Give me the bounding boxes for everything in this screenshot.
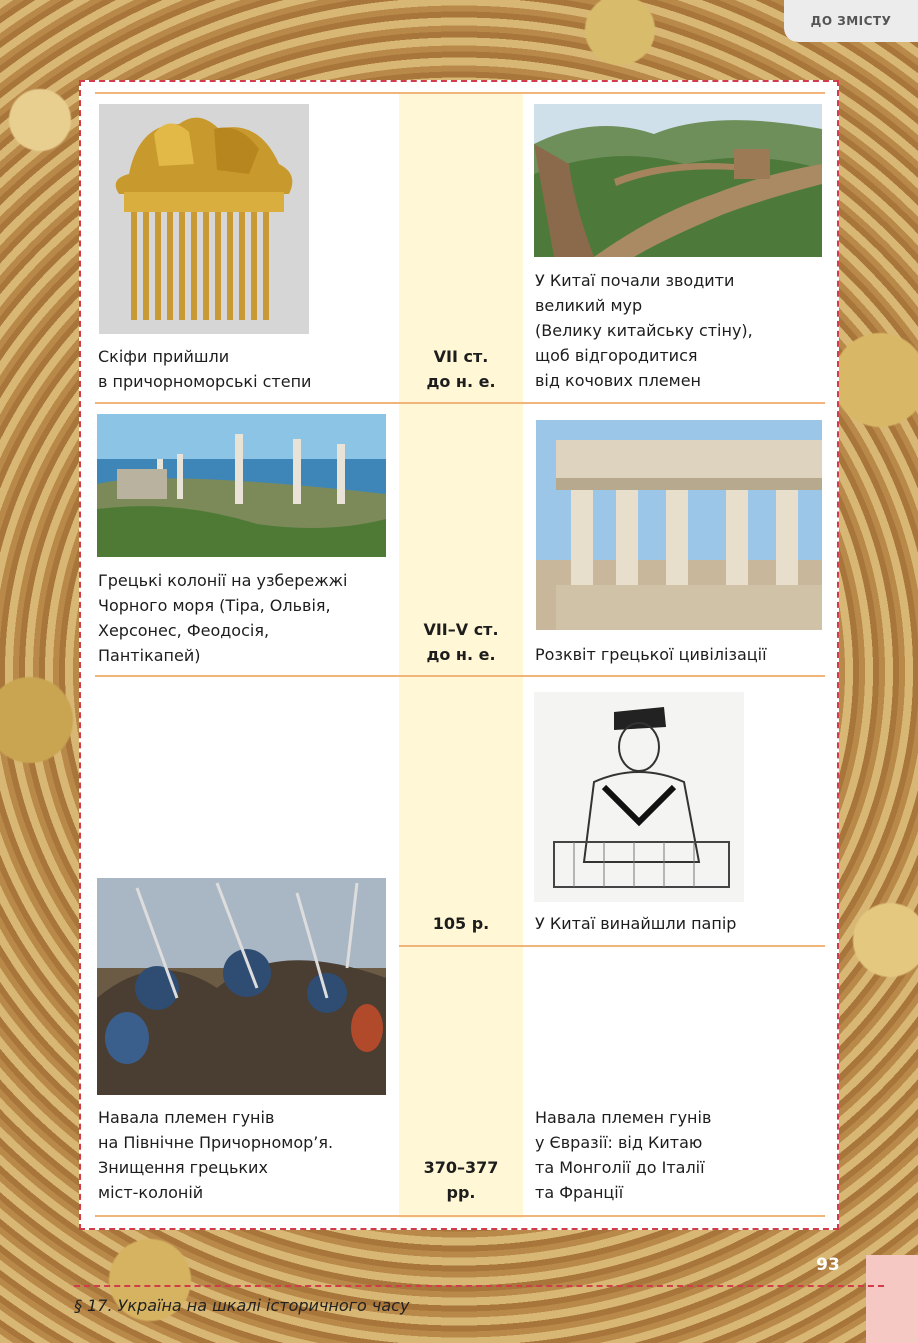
event-text-line: Грецькі колонії на узбережжі [98, 571, 348, 590]
row-divider [95, 1215, 825, 1217]
date-label: 105 р. [432, 914, 490, 933]
date-label: VII–V ст. [423, 620, 499, 639]
footer-divider [74, 1285, 884, 1287]
event-text-line: щоб відгородитися [535, 346, 698, 365]
event-text-line: Чорного моря (Тіра, Ольвія, [98, 596, 331, 615]
date-label: 370–377 [423, 1158, 499, 1177]
chersonesus-ruins-image [97, 414, 386, 557]
row-divider [399, 945, 825, 947]
event-text-line: великий мур [535, 296, 643, 315]
event-text-line: Скіфи прийшли [98, 347, 230, 366]
date-label: рр. [446, 1183, 476, 1202]
erechtheion-image [536, 420, 822, 630]
event-text-line: на Північне Причорномор’я. [98, 1133, 334, 1152]
event-text-line: в причорноморські степи [98, 372, 312, 391]
timeline-table [79, 80, 839, 1230]
page-tab [866, 1255, 918, 1343]
date-label: до н. е. [426, 372, 496, 391]
to-content-button[interactable]: ДО ЗМІСТУ [784, 0, 918, 42]
paper-maker-drawing [534, 692, 744, 902]
event-text-line: та Франції [535, 1183, 624, 1202]
event-text-line: Знищення грецьких [98, 1158, 268, 1177]
row-divider [95, 675, 825, 677]
date-label: VII ст. [433, 347, 489, 366]
event-text-line: у Євразії: від Китаю [535, 1133, 703, 1152]
event-text-line: У Китаї почали зводити [535, 271, 735, 290]
event-text-line: та Монголії до Італії [535, 1158, 705, 1177]
section-title: § 17. Україна на шкалі історичного часу [74, 1296, 410, 1315]
page-number: 93 [816, 1255, 840, 1275]
event-text-line: Херсонес, Феодосія, [98, 621, 270, 640]
event-text-line: Навала племен гунів [535, 1108, 712, 1127]
great-wall-image [534, 104, 822, 257]
huns-invasion-image [97, 878, 386, 1095]
event-text-line: Навала племен гунів [98, 1108, 275, 1127]
row-divider [95, 92, 825, 94]
event-text-line: У Китаї винайшли папір [535, 914, 737, 933]
event-text-line: (Велику китайську стіну), [535, 321, 753, 340]
scythian-comb-image [99, 104, 309, 334]
event-text-line: міст-колоній [98, 1183, 204, 1202]
event-text-line: від кочових племен [535, 371, 702, 390]
event-text-line: Розквіт грецької цивілізації [535, 645, 767, 664]
date-label: до н. е. [426, 645, 496, 664]
event-text-line: Пантікапей) [98, 646, 201, 665]
row-divider [95, 402, 825, 404]
